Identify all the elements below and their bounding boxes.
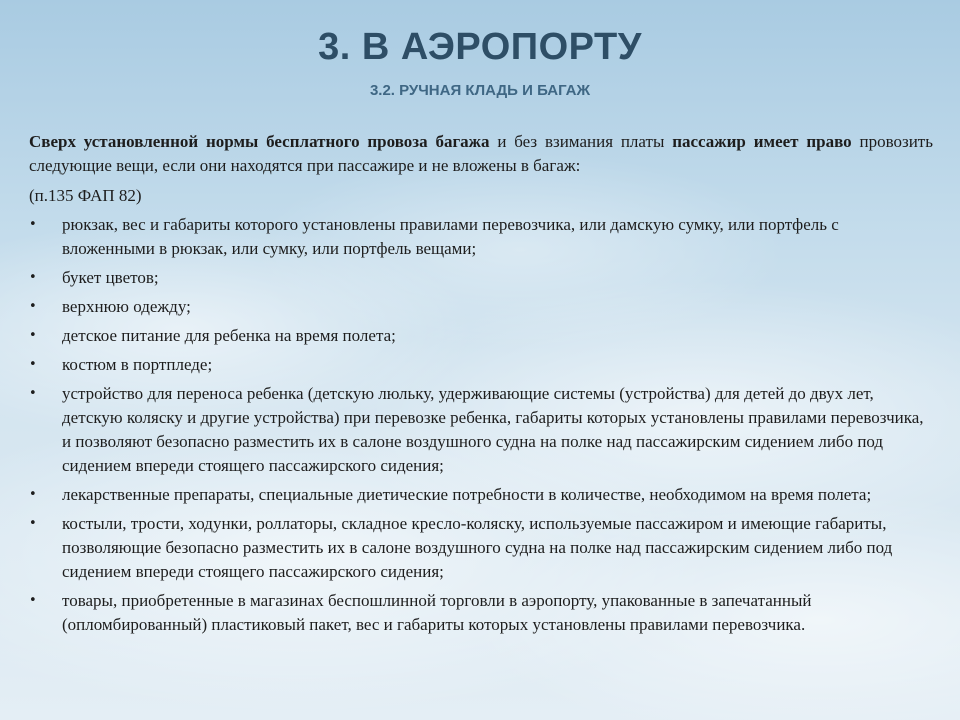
list-item [29,295,933,319]
intro-text-1: и без взимания платы [489,132,673,151]
bullet-icon: • [29,357,37,372]
slide-subtitle: 3.2. РУЧНАЯ КЛАДЬ И БАГАЖ [369,82,591,99]
list-item-text: верхнюю одежду; [62,297,191,316]
bullet-icon: • [29,386,37,401]
list-item [29,512,933,584]
bullet-icon: • [29,217,37,232]
bullet-icon: • [29,593,37,608]
items-list [29,213,933,637]
list-item-text: костыли, трости, ходунки, роллаторы, складное кресло-коляску, используемые пассажиром и имеющие габариты, позволяющие безопасно разместить их в салоне воздушного судна на полке над пассажирским сидением либо под сидением впереди стоящего пассажирского сидения; [62,514,893,581]
list-item [29,266,933,290]
bullet-icon: • [29,270,37,285]
slide-title: 3. В АЭРОПОРТУ [318,26,642,68]
intro-bold-2: пассажир имеет право [672,132,852,151]
bullet-icon: • [29,328,37,343]
list-item-text: лекарственные препараты, специальные диетические потребности в количестве, необходимом на время полета; [62,485,872,504]
list-item [29,213,933,261]
list-item-text: товары, приобретенные в магазинах беспошлинной торговли в аэропорту, упакованные в запечатанный (опломбированный) пластиковый пакет, вес и габариты которых установлены правилами перевозчика. [62,591,812,634]
reference-note: (п.135 ФАП 82) [29,186,142,205]
list-item [29,483,933,507]
list-item-text: букет цветов; [62,268,159,287]
intro-text-2: провозить следующие вещи, если они находятся при пассажире и не вложены в багаж: [29,132,933,175]
bullet-icon: • [29,516,37,531]
list-item [29,353,933,377]
list-item [29,382,933,478]
list-item [29,589,933,637]
list-item-text: устройство для переноса ребенка (детскую люльку, удерживающие системы (устройства) для детей до двух лет, детскую коляску и другие устройства) при перевозке ребенка, габариты которых установлены правилами перевозчика, и позволяют безопасно разместить их в салоне воздушного судна на полке над пассажирским сидением либо под сидением впереди стоящего пассажирского сидения; [62,384,924,475]
intro-paragraph [29,130,933,178]
list-item-text: рюкзак, вес и габариты которого установлены правилами перевозчика, или дамскую сумку, или портфель с вложенными в рюкзак, или сумку, или портфель вещами; [62,215,839,258]
bullet-icon: • [29,299,37,314]
bullet-icon: • [29,487,37,502]
intro-bold-1: Сверх установленной нормы бесплатного провоза багажа [29,132,490,151]
list-item-text: костюм в портпледе; [62,355,213,374]
slide-content [29,130,933,637]
list-item [29,324,933,348]
list-item-text: детское питание для ребенка на время полета; [62,326,396,345]
